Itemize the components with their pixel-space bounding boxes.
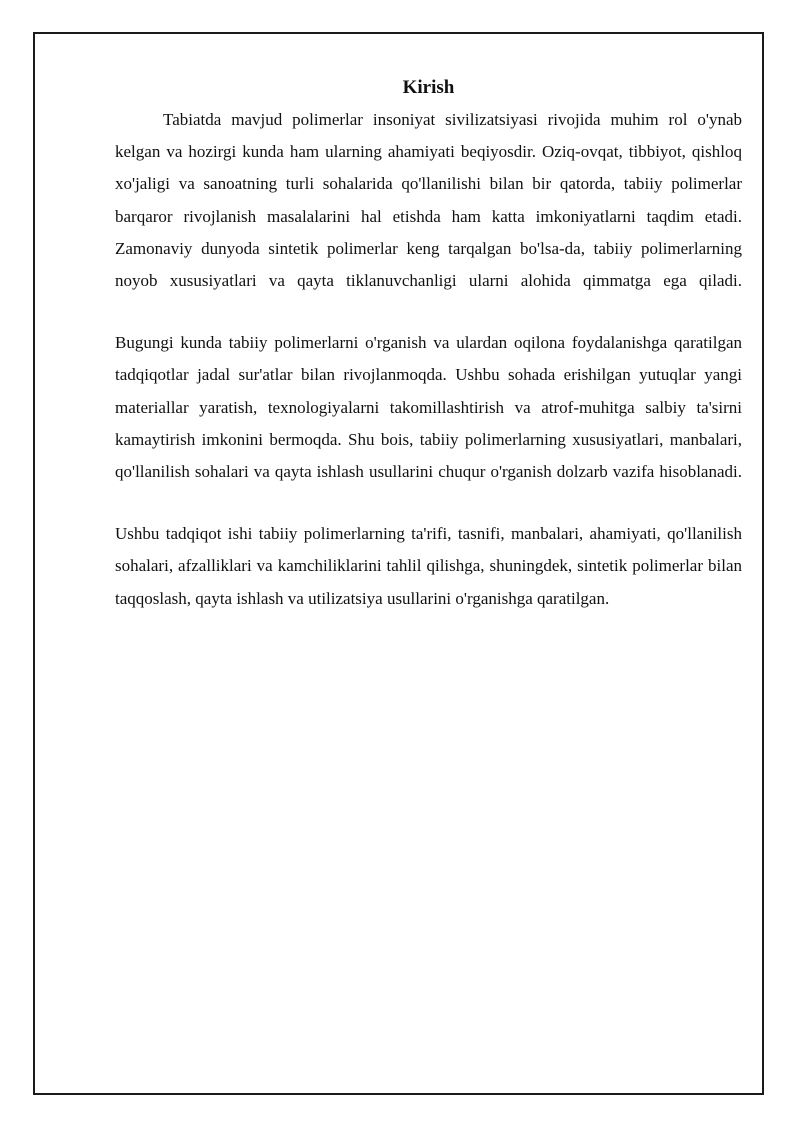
page-title: Kirish xyxy=(402,77,455,98)
document-body xyxy=(115,74,742,645)
paragraph-intro: Tabiatda mavjud polimerlar insoniyat sivilizatsiyasi rivojida muhim rol o'ynab kelgan va hozirgi kunda ham ularning ahamiyati beqiyosdir. Oziq-ovqat, tibbiyot, qishloq xo'jaligi va sanoatning turli sohalarida qo'llanilishi bilan bir qatorda, tabiiy polimerlar barqaror rivojlanish masalalarini hal etishda ham katta imkoniyatlarni taqdim etadi. Zamonaviy dunyoda sintetik polimerlar keng tarqalgan bo'lsa-da, tabiiy polimerlarning noyob xususiyatlari va qayta tiklanuvchanligi ularni alohida qimmatga ega qiladi. xyxy=(115,110,742,291)
paragraph-research-today: Bugungi kunda tabiiy polimerlarni o'rganish va ulardan oqilona foydalanishga qaratilgan tadqiqotlar jadal sur'atlar bilan rivojlanmoqda. Ushbu sohada erishilgan yutuqlar yangi materiallar yaratish, texnologiyalarni takomillashtirish va atrof-muhitga salbiy ta'sirni kamaytirish imkonini bermoqda. Shu bois, tabiiy polimerlarning xususiyatlari, manbalari, qo'llanilish sohalari va qayta ishlash usullarini chuqur o'rganish dolzarb vazifa hisoblanadi. xyxy=(115,333,742,482)
paragraph-study-aim: Ushbu tadqiqot ishi tabiiy polimerlarning ta'rifi, tasnifi, manbalari, ahamiyati, qo'llanilish sohalari, afzalliklari va kamchiliklarini tahlil qilishga, shuningdek, sintetik polimerlar bilan taqqoslash, qayta ishlash va utilizatsiya usullarini o'rganishga qaratilgan. xyxy=(115,524,742,608)
